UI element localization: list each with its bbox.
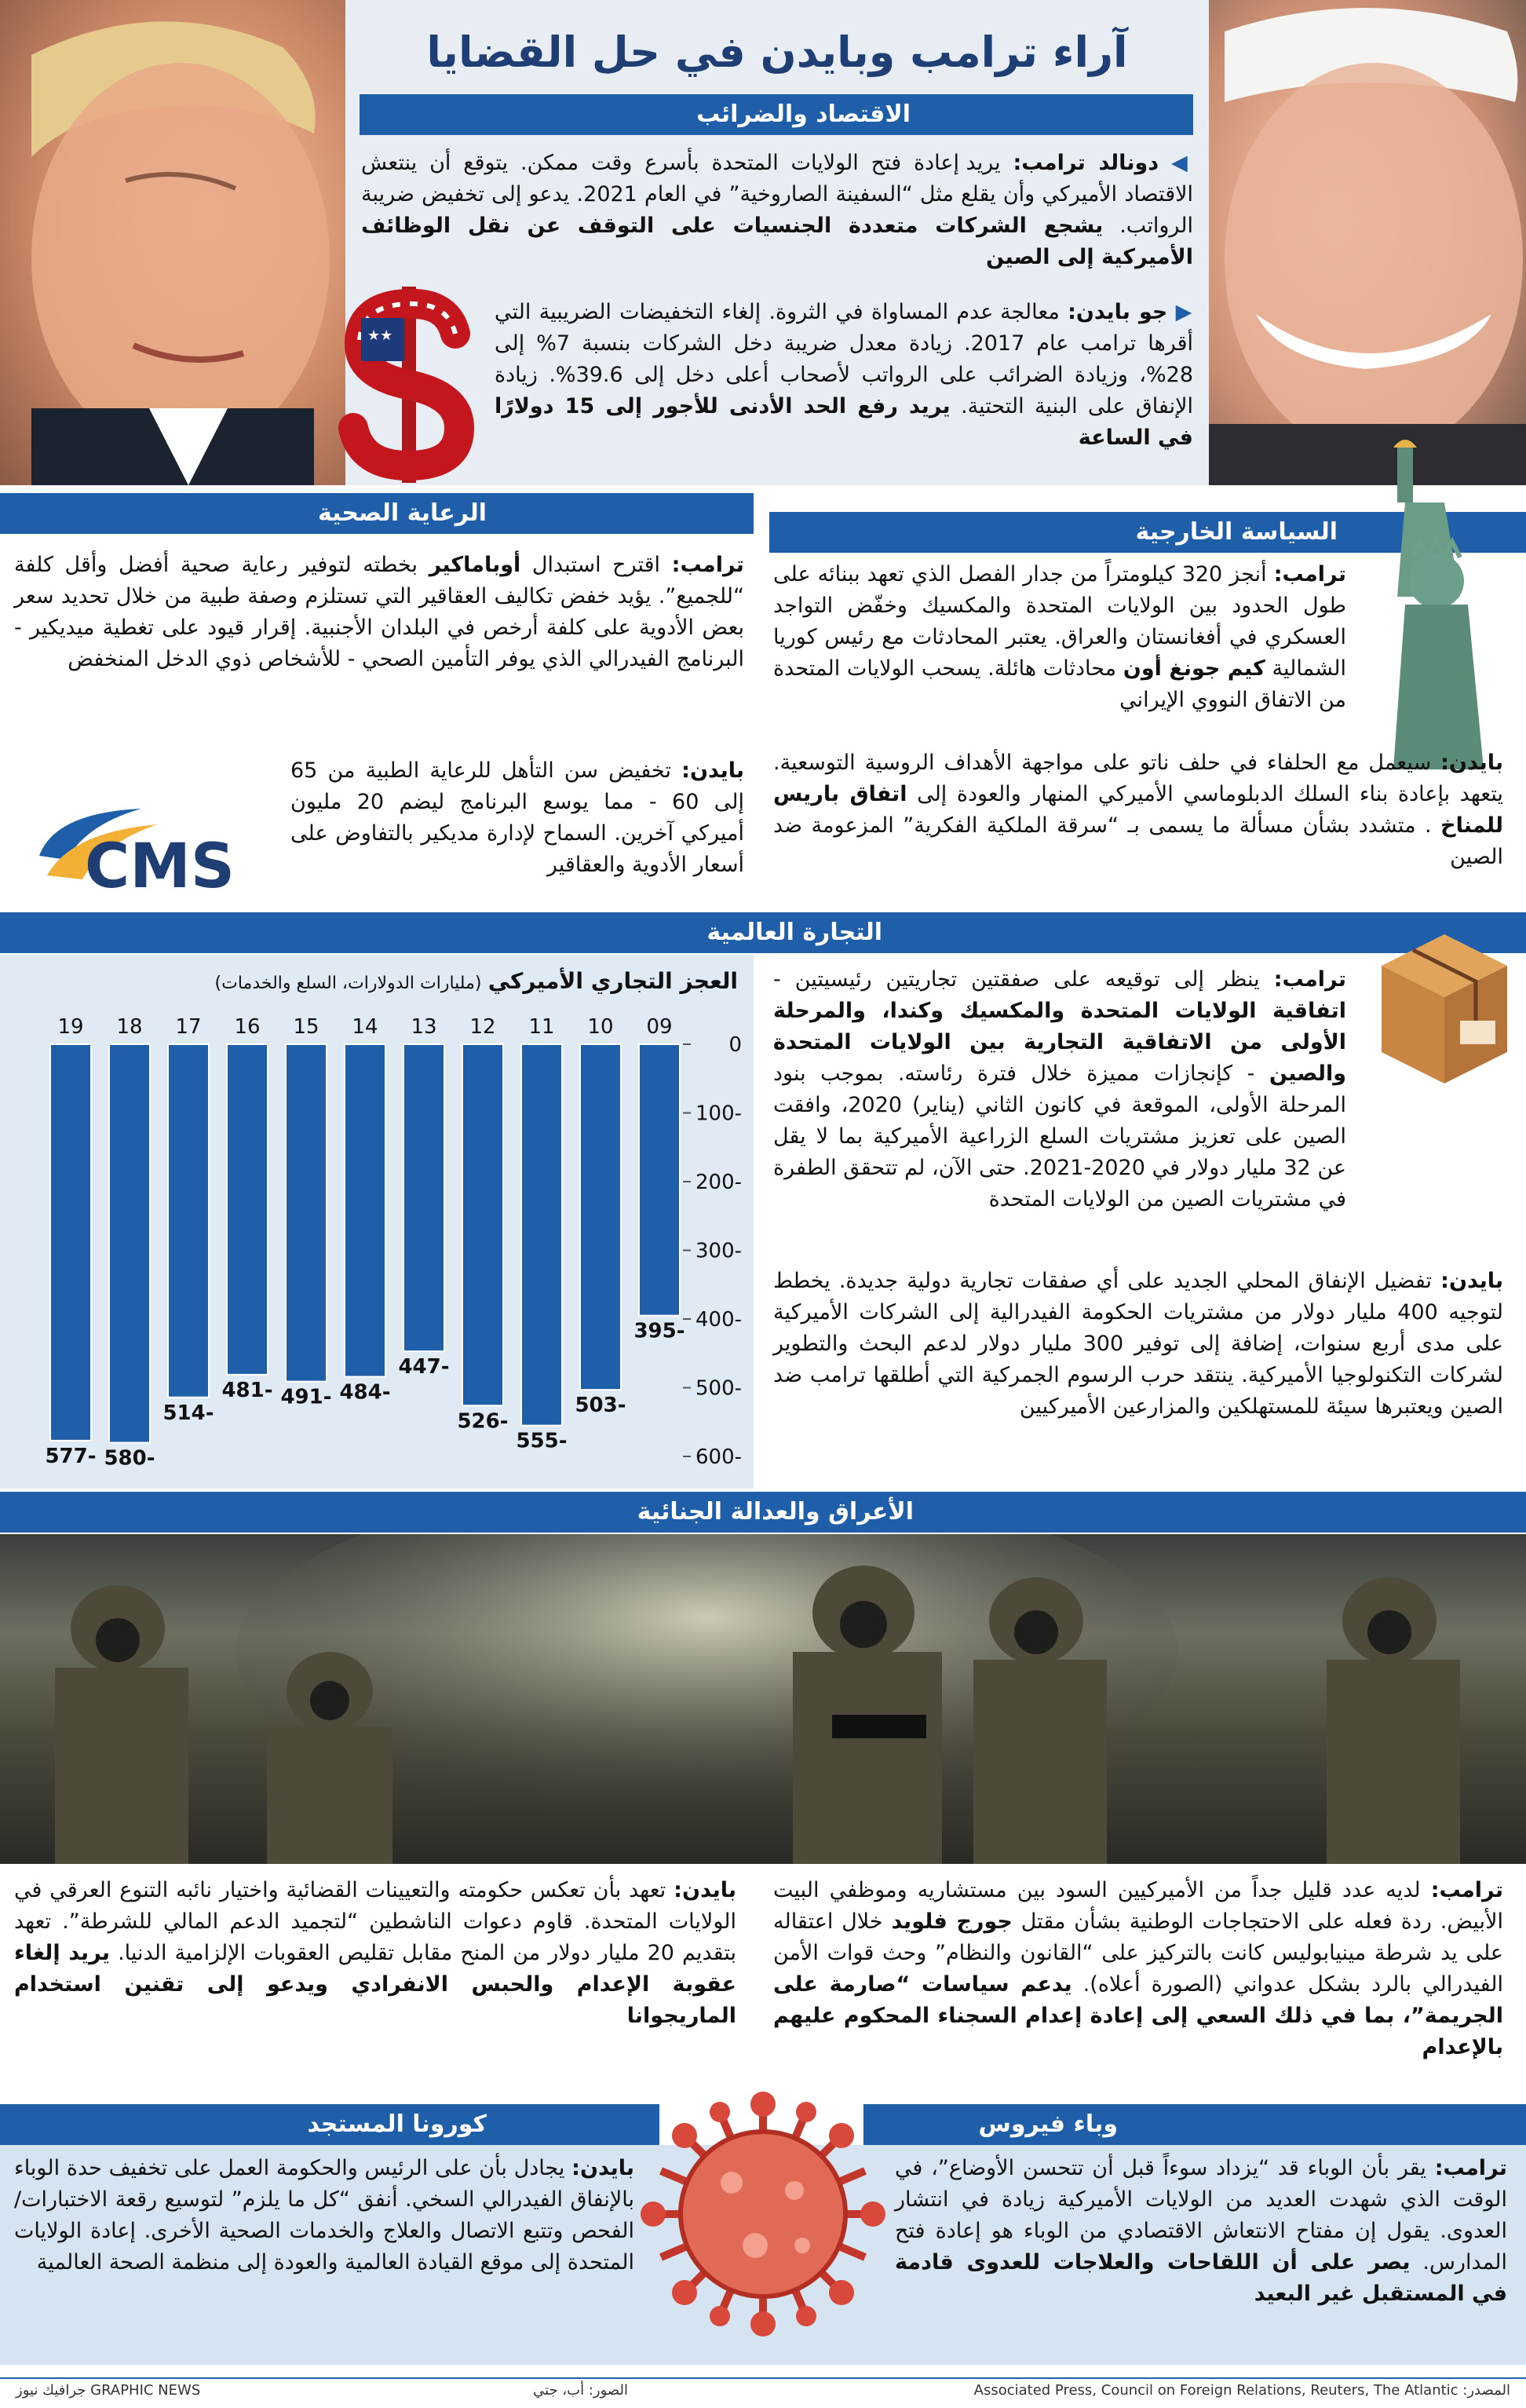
trade-biden-body: تفضيل الإنفاق المحلي الجديد على أي صفقات تجارية دولية جديدة. يخطط لتوجيه 400 مليار دولار من مشتريات الحكومة الفيدرالية إلى الشركات الأميركية على مدى أربع سنوات، إضافة إلى توفير 300 مليار دولار لدعم البحث والتطوير لشركات التكنولوجيا الأميركية. ينتقد حرب الرسوم الجمركية التي أطلقها ترامب ضد الصين ويعتبرها سيئة للمستهلكين والمزارعين الأميركيين (773, 1269, 1503, 1419)
bar-18 (109, 1044, 150, 1443)
justice-trump-text (773, 1875, 1503, 2063)
category-label: 14 (352, 1015, 378, 1039)
bar-12 (462, 1044, 503, 1405)
covid-trump-body: يقر بأن الوباء قد “يزداد سوءاً قبل أن تتحسن الأوضاع”، في الوقت الذي شهدت العديد من الولايات الأميركية زيادة في انتشار العدوى. يقول إن مفتاح الانتعاش الاقتصادي من الوباء هو إعادة فتح المدارس. (895, 2156, 1507, 2275)
y-tick-label: 600- (695, 1445, 742, 1469)
chart-title: العجز التجاري الأميركي (487, 968, 738, 994)
box-icon (1366, 919, 1515, 1099)
trade-biden-name: بايدن: (1440, 1269, 1503, 1293)
value-label: 526- (457, 1409, 509, 1434)
biden-arrow-icon: ▶ (1167, 300, 1194, 324)
foreign-biden-name: بايدن: (1440, 751, 1503, 775)
page-title: آراء ترامب وبايدن في حل القضايا (426, 27, 1128, 77)
justice-trump-body-2: خلال اعتقاله على يد شرطة مينيابوليس كانت بالتركيز على “القانون والنظام” وحث قوات الأمن الفيدرالي بالرد بشكل عدواني (الصورة أعلاه). (773, 1909, 1503, 1997)
category-label: 10 (587, 1015, 614, 1039)
biden-photo (1209, 0, 1526, 485)
foreign-trump-body: أنجز 320 كيلومتراً من جدار الفصل الذي تعهد ببنائه على طول الحدود بين الولايات المتحدة والمكسيك وخفّض التواجد العسكري في أفغانستان والعراق. يعتبر المحادثات مع رئيس كوريا الشمالية (773, 562, 1346, 681)
value-label: 514- (162, 1401, 214, 1425)
dollar-flag-icon (330, 287, 487, 483)
y-tick-label: 500- (695, 1376, 742, 1401)
covid-section-header-right (863, 2104, 1526, 2145)
agents-illustration (0, 1534, 1526, 1864)
y-tick-label: 400- (695, 1308, 742, 1332)
biden-face-illustration (1209, 0, 1526, 485)
justice-trump-body: لديه عدد قليل جداً من الأميركيين السود بين مستشاريه وموظفي البيت الأبيض. ردة فعله على الاحتجاجات الوطنية بشأن مقتل (773, 1878, 1503, 1934)
trade-biden-text (773, 1266, 1503, 1423)
trade-section-label: التجارة العالمية (706, 919, 882, 946)
justice-biden-body: تعهد بأن تعكس حكومته والتعيينات القضائية واختيار نائبه التنوع العرقي في الولايات المتحدة. قاوم دعوات الناشطين “لتجميد الدعم المالي للشرطة”. تعهد بتقديم 20 مليار دولار من المنح مقابل تقليص العقوبات الإلزامية الدنيا. (14, 1878, 736, 1965)
economy-biden-name: جو بايدن: (1068, 300, 1168, 324)
trade-trump-text (773, 964, 1346, 1215)
economy-biden-body: معالجة عدم المساواة في الثروة. إلغاء التخفيضات الضريبية التي أقرها ترامب عام 2017. زيادة معدل ضريبة دخل الشركات بنسبة 7% إلى 28%، وزيادة الضرائب على الرواتب لأصحاب أعلى دخل إلى 39.6%. زيادة الإنفاق على البنية التحتية. (495, 300, 1193, 418)
y-tick-label: 200- (695, 1171, 742, 1194)
category-label: 19 (57, 1015, 84, 1039)
trade-deficit-chart (0, 955, 754, 1489)
covid-biden-body: يجادل بأن على الرئيس والحكومة العمل على تخفيف حدة الوباء بالإنفاق الفيدرالي السخي. أنفق “كل ما يلزم” لتوسيع رقعة الاختبارات/الفحص وتتبع الاتصال والعلاج والخدمات الصحية الأخرى. إعادة الولايات المتحدة إلى موقع القيادة العالمية والعودة إلى منظمة الصحة العالمية (14, 2156, 634, 2275)
justice-biden-name: بايدن: (674, 1878, 736, 1902)
trade-trump-body-2: - كإنجازات مميزة خلال فترة رئاسته. بموجب بنود المرحلة الأولى، الموقعة في كانون الثاني (يناير) 2020، وافقت الصين على تعزيز مشتريات السلع الزراعية الأميركية بما لا يقل عن 32 مليار دولار في 2020-2021. حتى الآن، لم تتحقق الطفرة في مشتريات الصين من الولايات المتحدة (773, 1061, 1346, 1211)
covid-trump-name: ترامب: (1434, 2156, 1507, 2180)
economy-trump-text (361, 148, 1193, 273)
value-label: 395- (633, 1319, 685, 1343)
health-biden-body: تخفيض سن التأهل للرعاية الطبية من 65 إلى 60 - مما يوسع البرنامج ليضم 20 مليون أميركي آخرين. السماح لإدارة مديكير بالتفاوض على أسعار الأدوية والعقاقير (290, 758, 744, 877)
covid-section-label-left: كورونا المستجد (307, 2110, 487, 2138)
health-section-label: الرعاية الصحية (317, 499, 487, 527)
health-section-header (0, 493, 754, 534)
justice-biden-text (14, 1875, 736, 2032)
value-label: 577- (45, 1444, 97, 1468)
value-label: 484- (339, 1380, 391, 1405)
health-trump-text (14, 550, 744, 675)
trade-trump-body: ينظر إلى توقيعه على صفقتين تجاريتين رئيسيتين - (773, 967, 1260, 992)
bar-11 (521, 1044, 562, 1426)
category-label: 18 (116, 1015, 143, 1039)
y-tick-label: 100- (695, 1102, 742, 1126)
cms-logo (24, 801, 283, 911)
trade-trump-bold: اتفاقية الولايات المتحدة والمكسيك وكندا، والمرحلة الأولى من الاتفاقية التجارية بين الولايات المتحدة والصين (773, 999, 1346, 1086)
economy-section-header (360, 94, 1193, 135)
category-label: 17 (175, 1015, 202, 1039)
justice-section-header (0, 1492, 1526, 1533)
trump-arrow-icon: ◀ (1159, 151, 1193, 175)
chart-subtitle: (مليارات الدولارات، السلع والخدمات) (214, 974, 482, 993)
cms-logo-text: CMS (85, 831, 235, 902)
foreign-trump-bold: كيم جونغ أون (1123, 656, 1265, 681)
economy-trump-body: يريد إعادة فتح الولايات المتحدة بأسرع وقت ممكن. يتوقع أن ينتعش الاقتصاد الأميركي وأن يقلع مثل “السفينة الصاروخية” في العام 2021. يدعو إلى تخفيض ضريبة الرواتب. (361, 151, 1193, 238)
value-label: 555- (516, 1429, 568, 1453)
economy-trump-bold: يشجع الشركات متعددة الجنسيات على التوقف عن نقل الوظائف الأميركية إلى الصين (361, 214, 1193, 269)
covid-trump-bold: يصر على أن اللقاحات والعلاجات للعدوى قادمة في المستقبل غير البعيد (895, 2250, 1507, 2306)
footer-photos: الصور: أب، جتي (533, 2382, 628, 2399)
justice-section-label: الأعراق والعدالة الجنائية (637, 1498, 914, 1526)
value-label: 503- (575, 1394, 626, 1418)
svg-text:★★: ★★ (367, 327, 393, 344)
category-label: 11 (528, 1015, 555, 1039)
footer-brand: GRAPHIC NEWS جرافيك نيوز (16, 2382, 201, 2399)
covid-section-label-right: وباء فيروس (978, 2110, 1118, 2138)
justice-trump-bold-1: جورج فلويد (891, 1909, 1013, 1934)
health-trump-name: ترامب: (671, 553, 744, 577)
bar-19 (50, 1044, 91, 1441)
bar-16 (227, 1044, 268, 1375)
trump-photo (0, 0, 345, 485)
foreign-trump-text (773, 559, 1346, 716)
economy-trump-name: دونالد ترامب: (1013, 151, 1159, 175)
foreign-trump-name: ترامب: (1273, 562, 1346, 586)
value-label: 580- (104, 1446, 155, 1471)
covid-biden-text (14, 2153, 634, 2278)
bar-09 (639, 1044, 680, 1316)
value-label: 481- (221, 1378, 273, 1402)
value-label: 447- (398, 1355, 450, 1379)
covid-section-header-left (0, 2104, 659, 2145)
health-trump-bold: أوباماكير (429, 553, 521, 577)
value-label: 491- (280, 1385, 332, 1409)
chart-title-wrap (16, 966, 738, 997)
category-label: 13 (411, 1015, 437, 1039)
justice-trump-bold-2: يدعم سياسات “صارمة على الجريمة”، بما في ذلك السعي إلى إعادة إعدام السجناء المحكوم عليهم بالإعدام (773, 1972, 1503, 2059)
bar-14 (345, 1044, 385, 1377)
trade-trump-name: ترامب: (1273, 967, 1346, 992)
category-label: 12 (469, 1015, 496, 1039)
economy-biden-bold: يريد رفع الحد الأدنى للأجور إلى 15 دولارًا في الساعة (495, 394, 1193, 450)
y-tick-label: 300- (695, 1239, 742, 1263)
footer-sources: المصدر: Associated Press, Council on Foreign Relations, Reuters, The Atlantic (973, 2382, 1510, 2399)
economy-section-label: الاقتصاد والضرائب (696, 100, 911, 128)
health-biden-text (290, 755, 744, 881)
category-label: 09 (646, 1015, 673, 1039)
justice-trump-name: ترامب: (1430, 1878, 1503, 1902)
chart-svg (0, 997, 754, 1484)
covid-biden-name: بايدن: (571, 2156, 634, 2180)
health-biden-name: بايدن: (681, 758, 744, 783)
foreign-biden-bold: اتفاق باريس للمناخ (773, 782, 1504, 838)
trump-face-illustration (0, 0, 345, 485)
foreign-section-label: السياسة الخارجية (1135, 518, 1338, 546)
foreign-biden-body: سيعمل مع الحلفاء في حلف ناتو على مواجهة الأهداف الروسية التوسعية. يتعهد بإعادة بناء السلك الدبلوماسي الأميركي المنهار والعودة إلى (773, 751, 1503, 806)
foreign-trump-body-2: محادثات هائلة. يسحب الولايات المتحدة من الاتفاق النووي الإيراني (773, 656, 1346, 712)
statue-of-liberty-image (1350, 440, 1507, 769)
bar-15 (286, 1044, 327, 1382)
trade-section-header (0, 912, 1526, 953)
economy-biden-text (495, 297, 1193, 454)
justice-biden-bold: يريد إلغاء عقوبة الإعدام والحبس الانفرادي ويدعو إلى تقنين استخدام الماريجوانا (14, 1941, 736, 2028)
bar-13 (403, 1044, 444, 1351)
health-trump-part1: اقترح استبدال (531, 553, 661, 577)
bar-17 (168, 1044, 209, 1398)
category-label: 15 (293, 1015, 319, 1039)
federal-agents-photo (0, 1534, 1526, 1864)
y-tick-label: 0 (728, 1033, 742, 1057)
coronavirus-icon (637, 2088, 889, 2340)
foreign-biden-text (773, 747, 1503, 873)
bar-10 (580, 1044, 621, 1390)
health-trump-part2: بخطته لتوفير رعاية صحية أفضل وأقل كلفة “للجميع”. يؤيد خفض تكاليف العقاقير التي تستلزم وصفة طبية من خلال تحديد سعر بعض الأدوية على كلفة أرخص في البلدان الأجنبية. إقرار قيود على تغطية ميديكير - البرنامج الفيدرالي الذي يوفر التأمين الصحي - للأشخاص ذوي الدخل المنخفض (14, 553, 744, 671)
category-label: 16 (234, 1015, 261, 1039)
covid-trump-text (895, 2153, 1507, 2310)
footer-rule (0, 2377, 1526, 2379)
foreign-biden-body-2: . متشدد بشأن مسألة ما يسمى بـ “سرقة الملكية الفكرية” المزعومة ضد الصين (773, 813, 1503, 869)
